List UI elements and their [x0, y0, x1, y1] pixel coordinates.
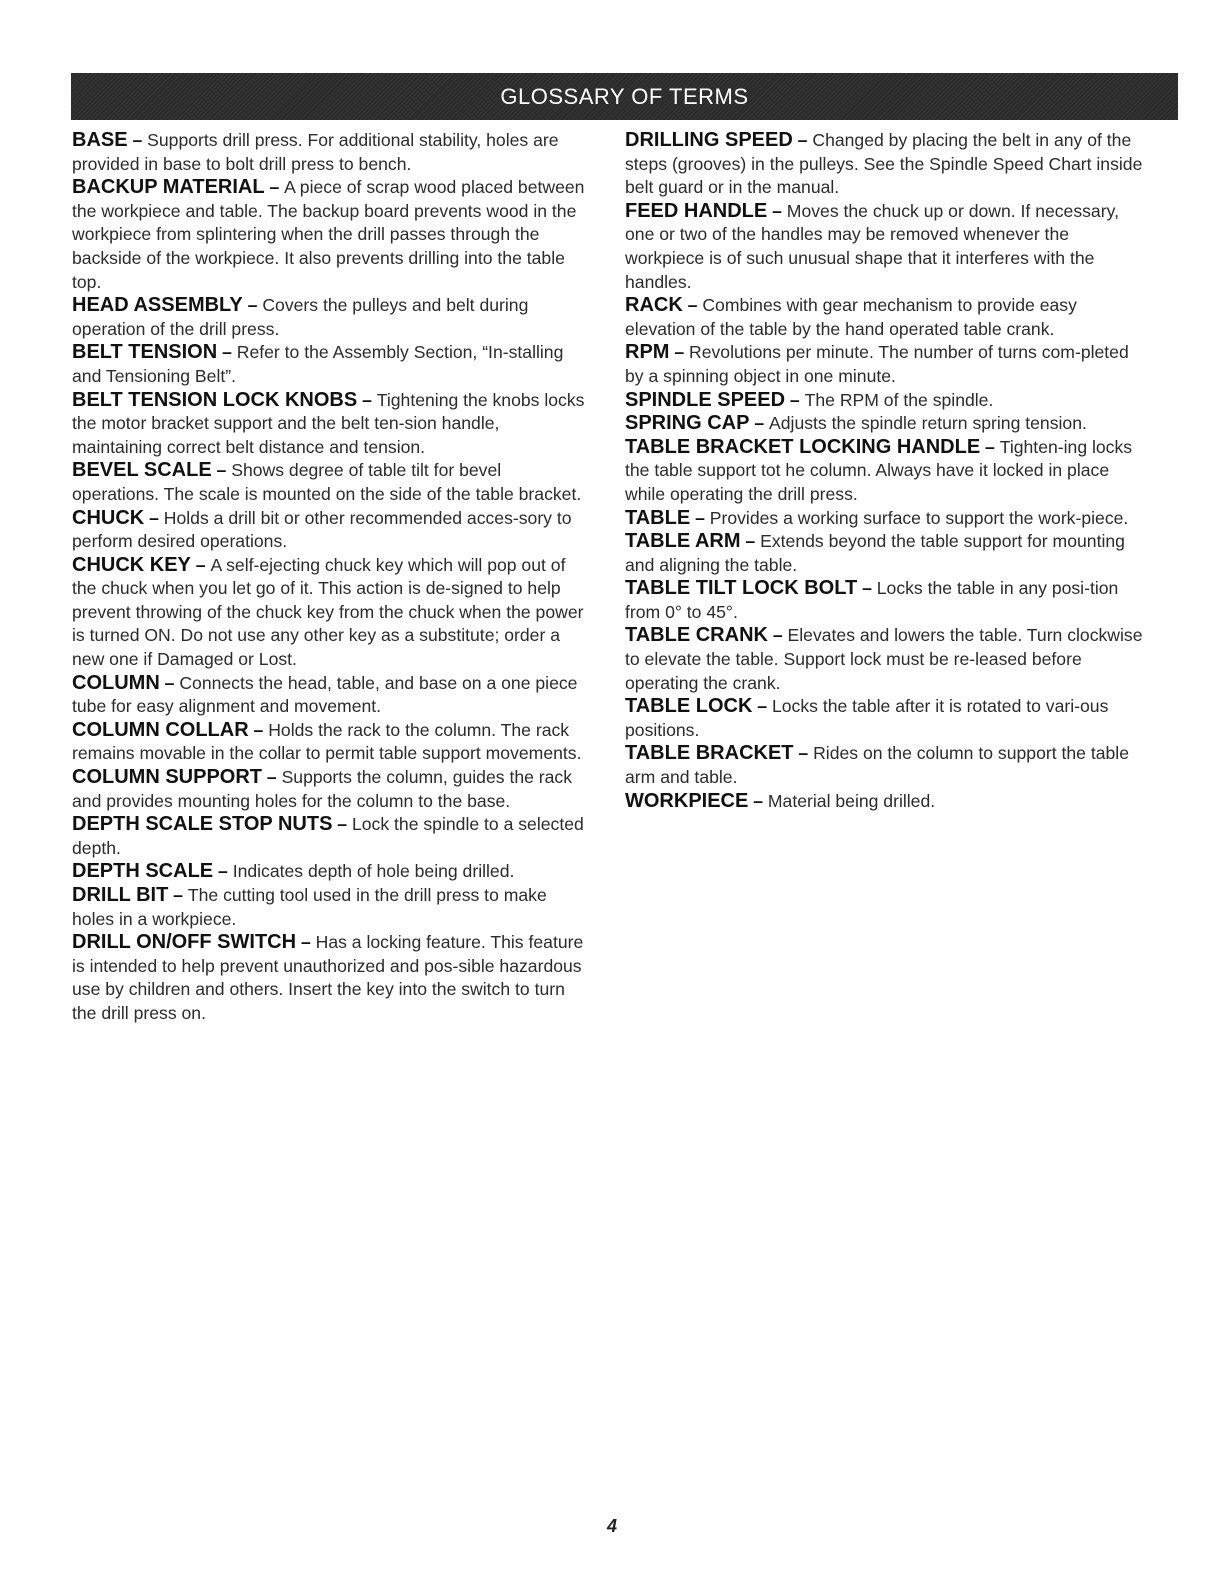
- glossary-definition: Changed by placing the belt in any of the steps (grooves) in the pulleys. See the Spindle Speed Chart inside belt guard or in the manual.: [625, 130, 1143, 198]
- glossary-entry: SPRING CAP – Adjusts the spindle return spring tension.: [625, 412, 1087, 435]
- glossary-term: CHUCK KEY: [72, 553, 191, 576]
- glossary-entry: COLUMN – Connects the head, table, and base on a one piece tube for easy alignment and movement.: [72, 671, 578, 717]
- glossary-entry: TABLE LOCK – Locks the table after it is rotated to vari-ous positions.: [625, 695, 1109, 740]
- glossary-entry: CHUCK – Holds a drill bit or other recommended acces-sory to perform desired operations.: [72, 506, 572, 552]
- glossary-header-bar: [71, 73, 1178, 120]
- glossary-term: FEED HANDLE: [625, 199, 768, 222]
- glossary-term: COLUMN: [72, 671, 160, 694]
- glossary-definition: Refer to the Assembly Section, “In-stalling and Tensioning Belt”.: [72, 342, 564, 386]
- glossary-definition: Elevates and lowers the table. Turn clockwise to elevate the table. Support lock must be re-leased before operating the crank.: [625, 625, 1143, 693]
- glossary-term: HEAD ASSEMBLY: [72, 294, 243, 317]
- glossary-term: BASE: [72, 129, 128, 151]
- glossary-term: SPRING CAP: [625, 412, 750, 435]
- glossary-definition: Moves the chuck up or down. If necessary, one or two of the handles may be removed whenever the workpiece is of such unusual shape that it interferes with the handles.: [625, 200, 1119, 292]
- glossary-definition: Rides on the column to support the table arm and table.: [625, 743, 1129, 788]
- glossary-definition: The RPM of the spindle.: [804, 389, 994, 410]
- glossary-definition: A piece of scrap wood placed between the workpiece and table. The backup board prevents wood in the workpiece from splintering when the drill passes through the backside of the workpiece. It also prevents drilling into the table top.: [72, 177, 585, 292]
- glossary-term: BELT TENSION: [72, 341, 218, 364]
- glossary-term: CHUCK: [72, 506, 145, 529]
- glossary-term: TABLE ARM: [625, 530, 741, 553]
- glossary-term: BEVEL SCALE: [72, 459, 212, 482]
- page-number: 4: [606, 1516, 617, 1536]
- glossary-definition: Holds the rack to the column. The rack remains movable in the collar to permit table support movements.: [72, 719, 582, 764]
- glossary-entry: SPINDLE SPEED – The RPM of the spindle.: [625, 388, 994, 411]
- glossary-left-column: [72, 129, 588, 1026]
- glossary-definition: Has a locking feature. This feature is intended to help prevent unauthorized and pos-sible hazardous use by children and others. Insert the key into the switch to turn the drill press on.: [72, 932, 584, 1023]
- glossary-entry: BACKUP MATERIAL – A piece of scrap wood placed between the workpiece and table. The backup board prevents wood in the workpiece from splintering when the drill passes through the backside of the workpiece. It also prevents drilling into the table top.: [72, 176, 585, 292]
- glossary-definition: Material being drilled.: [767, 790, 936, 811]
- glossary-term: TABLE CRANK: [625, 624, 768, 647]
- glossary-entry: HEAD ASSEMBLY – Covers the pulleys and belt during operation of the drill press.: [72, 294, 529, 339]
- glossary-term: TABLE BRACKET LOCKING HANDLE: [625, 435, 981, 458]
- glossary-entry: WORKPIECE – Material being drilled.: [625, 789, 936, 812]
- glossary-entry: BELT TENSION – Refer to the Assembly Section, “In-stalling and Tensioning Belt”.: [72, 341, 564, 386]
- glossary-entry: DEPTH SCALE STOP NUTS – Lock the spindle to a selected depth.: [72, 813, 584, 858]
- glossary-definition: Tightening the knobs locks the motor bracket support and the belt ten-sion handle, maintaining correct belt distance and tension.: [72, 389, 585, 457]
- glossary-definition: Tighten-ing locks the table support tot he column. Always have it locked in place while operating the drill press.: [625, 436, 1133, 504]
- glossary-term: COLUMN COLLAR: [72, 718, 249, 741]
- glossary-term: TABLE BRACKET: [625, 742, 794, 765]
- glossary-entry: DEPTH SCALE – Indicates depth of hole being drilled.: [72, 860, 515, 883]
- glossary-definition: Provides a working surface to support the work-piece.: [709, 507, 1129, 528]
- glossary-entry: TABLE CRANK – Elevates and lowers the table. Turn clockwise to elevate the table. Support lock must be re-leased before operating the crank.: [625, 624, 1143, 693]
- glossary-term: RPM: [625, 341, 670, 364]
- glossary-definition: Shows degree of table tilt for bevel operations. The scale is mounted on the side of the table bracket.: [72, 460, 582, 504]
- glossary-term: DEPTH SCALE: [72, 860, 214, 883]
- glossary-term: WORKPIECE: [625, 789, 749, 812]
- glossary-definition: Extends beyond the table support for mounting and aligning the table.: [625, 531, 1125, 575]
- glossary-definition: Lock the spindle to a selected depth.: [72, 814, 584, 858]
- glossary-term: TABLE TILT LOCK BOLT: [625, 577, 858, 600]
- glossary-entry: BEVEL SCALE – Shows degree of table tilt for bevel operations. The scale is mounted on the side of the table bracket.: [72, 459, 582, 504]
- page-title: GLOSSARY OF TERMS: [500, 83, 749, 109]
- glossary-term: DRILL ON/OFF SWITCH: [72, 931, 297, 954]
- glossary-entry: RPM – Revolutions per minute. The number of turns com-pleted by a spinning object in one minute.: [625, 341, 1129, 386]
- glossary-term: RACK: [625, 294, 683, 317]
- glossary-definition: Adjusts the spindle return spring tension.: [769, 413, 1087, 434]
- glossary-right-column: [625, 129, 1145, 813]
- glossary-entry: TABLE TILT LOCK BOLT – Locks the table in any posi-tion from 0° to 45°.: [625, 577, 1119, 622]
- glossary-term: DEPTH SCALE STOP NUTS: [72, 813, 333, 836]
- glossary-entry: CHUCK KEY – A self-ejecting chuck key which will pop out of the chuck when you let go of it. This action is de-signed to help prevent throwing of the chuck key from the chuck when the power is turned ON. Do not use any other key as a substitute; order a new one if Damaged or Lost.: [72, 553, 584, 670]
- glossary-entry: BELT TENSION LOCK KNOBS – Tightening the knobs locks the motor bracket support and the belt ten-sion handle, maintaining correct belt distance and tension.: [72, 388, 585, 457]
- glossary-definition: Revolutions per minute. The number of turns com-pleted by a spinning object in one minute.: [625, 342, 1129, 386]
- glossary-definition: Supports drill press. For additional stability, holes are provided in base to bolt drill press to bench.: [72, 130, 559, 174]
- glossary-entry: TABLE ARM – Extends beyond the table support for mounting and aligning the table.: [625, 530, 1125, 575]
- glossary-entry: DRILLING SPEED – Changed by placing the belt in any of the steps (grooves) in the pulleys. See the Spindle Speed Chart inside belt guard or in the manual.: [625, 129, 1143, 198]
- glossary-term: SPINDLE SPEED: [625, 388, 786, 411]
- glossary-entry: COLUMN COLLAR – Holds the rack to the column. The rack remains movable in the collar to permit table support movements.: [72, 718, 582, 764]
- glossary-term: BACKUP MATERIAL: [72, 176, 265, 199]
- glossary-definition: Supports the column, guides the rack and provides mounting holes for the column to the base.: [72, 767, 573, 811]
- glossary-term: TABLE LOCK: [625, 695, 753, 718]
- glossary-entry: FEED HANDLE – Moves the chuck up or down. If necessary, one or two of the handles may be removed whenever the workpiece is of such unusual shape that it interferes with the handles.: [625, 199, 1119, 292]
- glossary-term: DRILL BIT: [72, 884, 169, 906]
- glossary-term: COLUMN SUPPORT: [72, 766, 262, 789]
- glossary-definition: A self-ejecting chuck key which will pop out of the chuck when you let go of it. This action is de-signed to help prevent throwing of the chuck key from the chuck when the power is turned ON. Do not use any other key as a substitute; order a new one if Damaged or Lost.: [72, 554, 584, 670]
- glossary-entry: DRILL BIT – The cutting tool used in the drill press to make holes in a workpiece.: [72, 884, 547, 929]
- glossary-term: DRILLING SPEED: [625, 129, 793, 151]
- glossary-entry: TABLE BRACKET LOCKING HANDLE – Tighten-ing locks the table support tot he column. Always have it locked in place while operating the drill press.: [625, 435, 1133, 504]
- glossary-definition: Combines with gear mechanism to provide easy elevation of the table by the hand operated table crank.: [625, 295, 1077, 339]
- glossary-definition: The cutting tool used in the drill press to make holes in a workpiece.: [72, 885, 547, 929]
- glossary-entry: RACK – Combines with gear mechanism to provide easy elevation of the table by the hand operated table crank.: [625, 294, 1077, 339]
- glossary-definition: Connects the head, table, and base on a one piece tube for easy alignment and movement.: [72, 672, 578, 717]
- glossary-term: BELT TENSION LOCK KNOBS: [72, 388, 358, 411]
- glossary-definition: Indicates depth of hole being drilled.: [232, 861, 515, 882]
- glossary-definition: Holds a drill bit or other recommended acces-sory to perform desired operations.: [72, 507, 572, 552]
- glossary-definition: Locks the table in any posi-tion from 0° to 45°.: [625, 578, 1119, 622]
- glossary-entry: TABLE – Provides a working surface to support the work-piece.: [625, 506, 1129, 529]
- glossary-entry: COLUMN SUPPORT – Supports the column, guides the rack and provides mounting holes for the column to the base.: [72, 766, 573, 811]
- glossary-entry: TABLE BRACKET – Rides on the column to support the table arm and table.: [625, 742, 1129, 788]
- glossary-entry: DRILL ON/OFF SWITCH – Has a locking feature. This feature is intended to help prevent unauthorized and pos-sible hazardous use by children and others. Insert the key into the switch to turn the drill press on.: [72, 931, 584, 1023]
- glossary-definition: Covers the pulleys and belt during operation of the drill press.: [72, 295, 529, 339]
- glossary-entry: BASE – Supports drill press. For additional stability, holes are provided in base to bolt drill press to bench.: [72, 129, 559, 174]
- glossary-term: TABLE: [625, 506, 691, 529]
- glossary-definition: Locks the table after it is rotated to vari-ous positions.: [625, 696, 1109, 740]
